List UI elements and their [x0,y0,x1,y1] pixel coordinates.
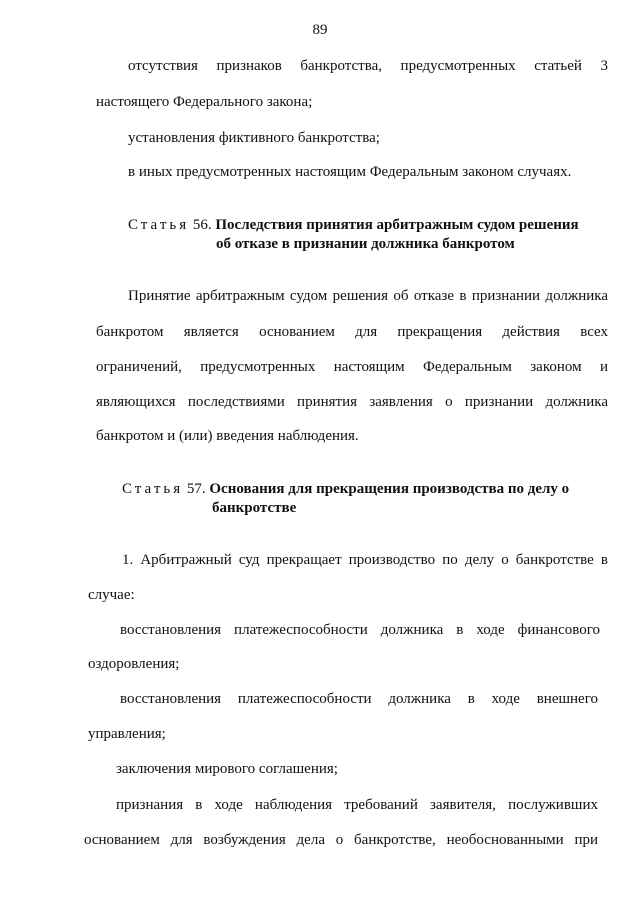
paragraph-line: банкротом и (или) введения наблюдения. [96,428,359,444]
article-title: Последствия принятия арбитражным судом решения [215,217,579,233]
paragraph-line: банкротом является основанием для прекращения действия всех [96,324,608,340]
paragraph-line: восстановления платежеспособности должника в ходе финансового [120,622,600,638]
article-56-heading [128,217,579,234]
paragraph-line: управления; [88,726,166,742]
article-57-heading [122,481,569,498]
paragraph-line: являющихся последствиями принятия заявления о признании должника [96,394,608,410]
article-number: 57. [186,481,206,497]
paragraph-line: 1. Арбитражный суд прекращает производство по делу о банкротстве в [122,552,608,568]
article-title: Основания для прекращения производства по делу о [209,481,570,497]
paragraph-line: заключения мирового соглашения; [116,761,338,777]
paragraph-line: установления фиктивного банкротства; [128,130,380,146]
paragraph-line: Принятие арбитражным судом решения об отказе в признании должника [128,288,608,304]
article-title-continued: банкротстве [212,500,297,516]
paragraph-line: ограничений, предусмотренных настоящим Федеральным законом и [96,359,608,375]
paragraph-line: признания в ходе наблюдения требований заявителя, послуживших [116,797,598,813]
page-number: 89 [312,22,328,38]
paragraph-line: восстановления платежеспособности должника в ходе внешнего [120,691,598,707]
article-number: 56. [192,217,212,233]
paragraph-line: случае: [88,587,135,603]
paragraph-line: в иных предусмотренных настоящим Федеральным законом случаях. [128,164,572,180]
article-label: Статья [122,481,184,497]
paragraph-line: основанием для возбуждения дела о банкротстве, необоснованными при [84,832,598,848]
paragraph-line: отсутствия признаков банкротства, предусмотренных статьей 3 [128,58,608,74]
article-label: Статья [128,217,190,233]
paragraph-line: оздоровления; [88,656,180,672]
article-title-continued: об отказе в признании должника банкротом [216,236,515,252]
paragraph-line: настоящего Федерального закона; [96,94,313,110]
